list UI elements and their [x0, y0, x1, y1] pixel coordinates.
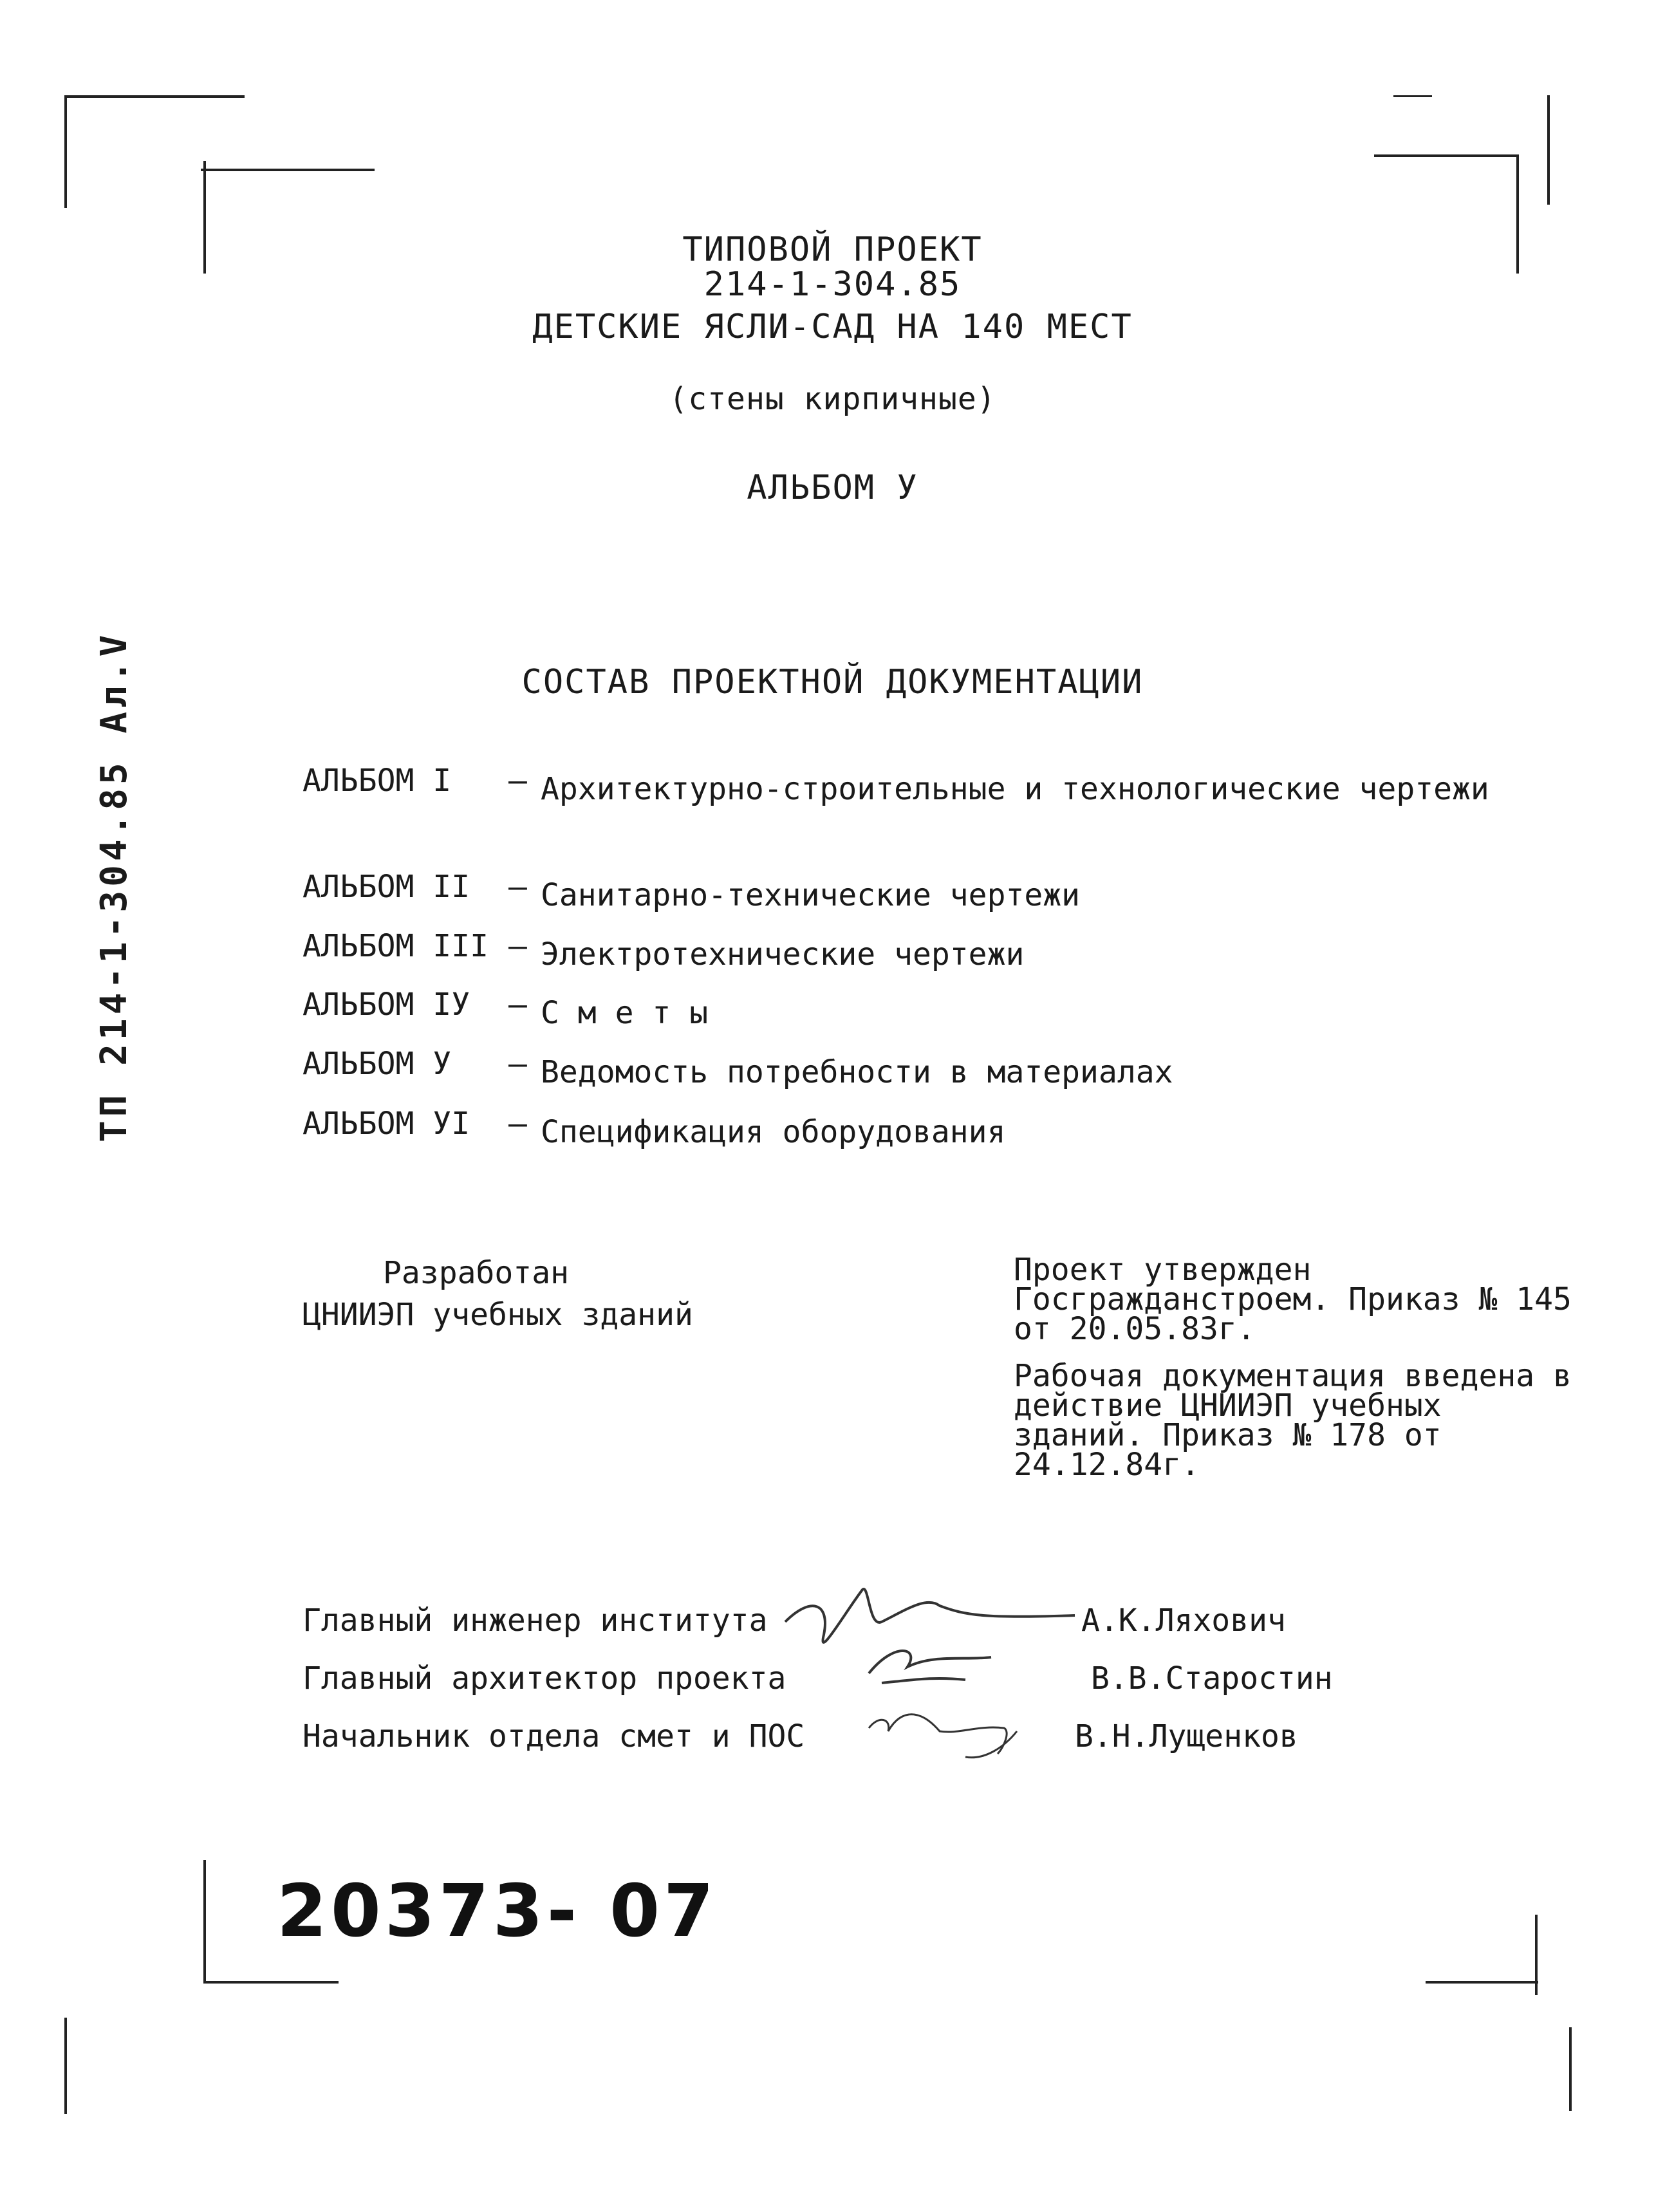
section-title: СОСТАВ ПРОЕКТНОЙ ДОКУМЕНТАЦИИ	[521, 663, 1144, 702]
approval-text-1: Проект утвержден Госгражданстроем. Приказ № 145 от 20.05.83г.	[1014, 1252, 1572, 1347]
album-item-dash: –	[508, 928, 527, 964]
project-subtitle: (стены кирпичные)	[669, 381, 996, 417]
album-item-desc: С м е т ы	[541, 995, 709, 1031]
crop-mark-bottom-left-inner-v	[203, 1860, 206, 1982]
crop-mark-bottom-right-inner-h	[1426, 1981, 1538, 1984]
album-item-desc: Ведомость потребности в материалах	[541, 1054, 1173, 1090]
handwritten-signatures	[772, 1570, 1107, 1815]
crop-mark-top-right-outer-v	[1547, 95, 1550, 205]
album-item-desc: Электротехнические чертежи	[541, 936, 1025, 972]
signature-role: Начальник отдела смет и ПОС	[302, 1718, 805, 1754]
header-type-line: ТИПОВОЙ ПРОЕКТ	[682, 230, 983, 269]
album-item-dash: –	[508, 763, 527, 799]
album-item-name: АЛЬБОМ III	[302, 928, 488, 964]
album-label: АЛЬБОМ У	[747, 469, 918, 507]
project-title: ДЕТСКИЕ ЯСЛИ-САД НА 140 МЕСТ	[532, 308, 1133, 346]
album-item-dash: –	[508, 869, 527, 905]
album-item-name: АЛЬБОМ У	[302, 1046, 452, 1082]
crop-mark-bottom-left-inner-h	[203, 1981, 339, 1984]
spine-code: ТП 214-1-304.85 Ал.V	[93, 631, 135, 1142]
signature-name: А.К.Ляхович	[1081, 1603, 1286, 1639]
signature-3-scribble	[869, 1715, 1017, 1758]
album-item-dash: –	[508, 1106, 527, 1142]
inventory-number: 20373- 07	[277, 1870, 718, 1953]
crop-mark-bottom-left-outer-v	[64, 2018, 67, 2114]
signature-name: В.В.Старостин	[1091, 1660, 1333, 1696]
project-code: 214-1-304.85	[703, 265, 962, 304]
crop-mark-top-left-h	[64, 95, 245, 98]
album-item-desc: Санитарно-технические чертежи	[541, 877, 1081, 913]
crop-mark-bottom-right-outer-v	[1569, 2027, 1572, 2111]
signature-role: Главный архитектор проекта	[302, 1660, 786, 1696]
crop-mark-top-left-inner-h	[201, 169, 375, 171]
signature-2-scribble	[869, 1651, 991, 1683]
signature-name: В.Н.Лущенков	[1075, 1718, 1298, 1754]
album-item-name: АЛЬБОМ II	[302, 869, 470, 905]
crop-mark-top-right-dash	[1393, 95, 1432, 97]
album-item-name: АЛЬБОМ УI	[302, 1106, 470, 1142]
album-item-name: АЛЬБОМ IУ	[302, 987, 470, 1023]
album-item-dash: –	[508, 987, 527, 1023]
album-item-desc: Спецификация оборудования	[541, 1114, 1006, 1150]
album-item-name: АЛЬБОМ I	[302, 763, 452, 799]
signature-role: Главный инженер института	[302, 1603, 768, 1639]
crop-mark-top-right-inner-h	[1374, 154, 1519, 157]
developer-line1: Разработан	[383, 1255, 569, 1291]
album-item-desc: Архитектурно-строительные и технологические чертежи	[541, 771, 1489, 807]
developer-line2: ЦНИИЭП учебных зданий	[302, 1297, 693, 1333]
album-item-dash: –	[508, 1046, 527, 1082]
crop-mark-top-left-v	[64, 95, 67, 208]
signature-1-scribble	[785, 1589, 1075, 1642]
approval-text-2: Рабочая документация введена в действие ЦНИИЭП учебных зданий. Приказ № 178 от 24.12.84г.	[1014, 1358, 1572, 1483]
